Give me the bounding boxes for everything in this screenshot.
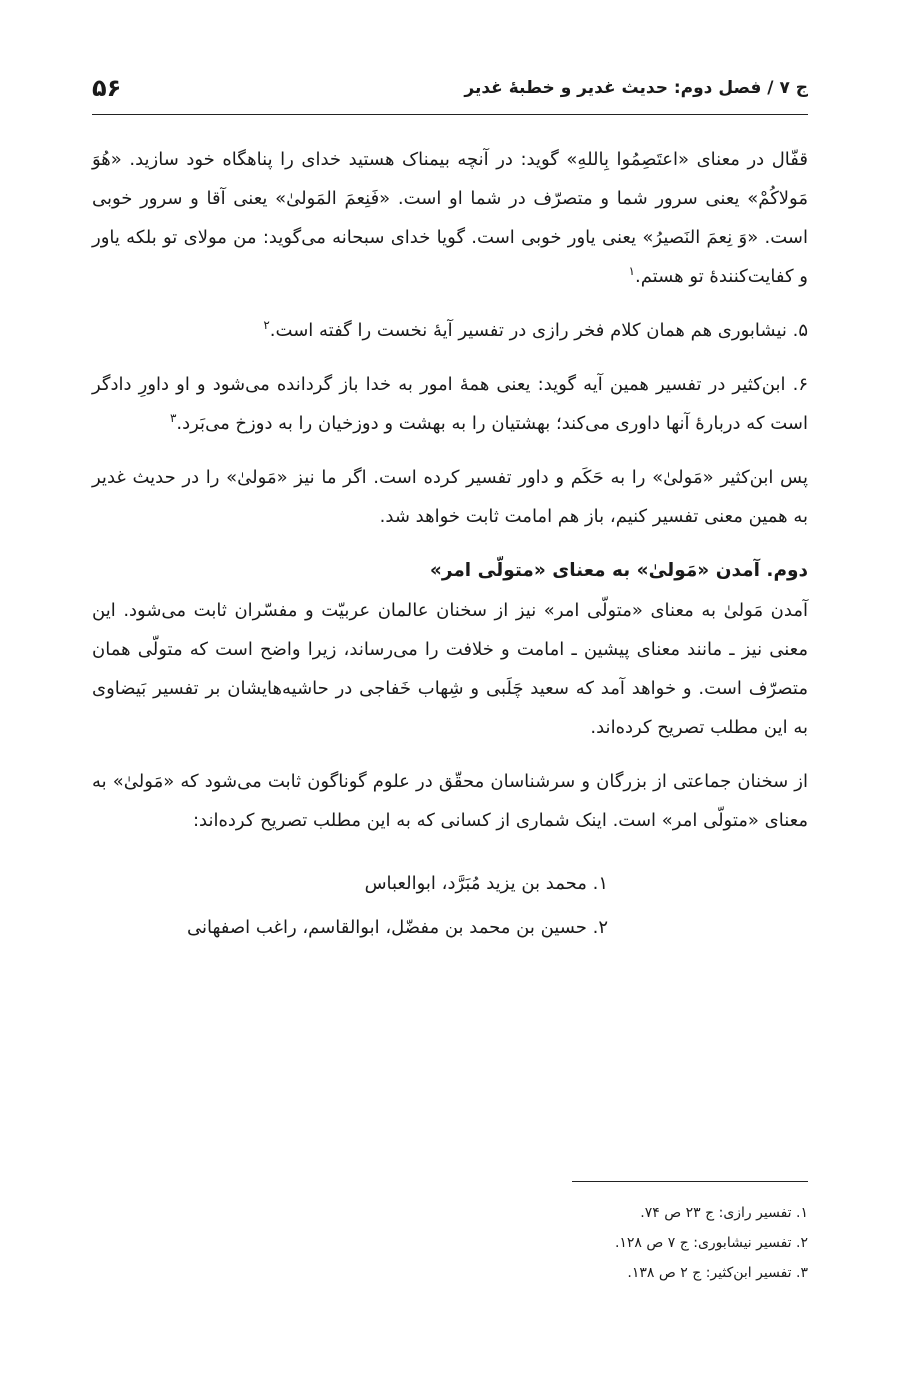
paragraph-conclusion: پس ابن‌کثیر «مَولیٰ» را به حَکَم و داور تفسیر کرده است. اگر ما نیز «مَولیٰ» را در حدیث غدیر به همین معنی تفسیر کنیم، باز هم امامت ثابت خواهد شد. [92,467,808,527]
footnote-ref: ۱ [628,264,635,278]
list-item: ۲. حسین بن محمد بن مفضّل، ابوالقاسم، راغب اصفهانی [186,917,608,938]
paragraph-neyshaburi: ۵. نیشابوری هم همان کلام فخر رازی در تفسیر آیهٔ نخست را گفته است.$^۲$ [263,318,808,341]
paragraph-qaffal: قفّال در معنای «اعتَصِمُوا بِاللهِ» گوید: در آنچه بیمناک هستید خدای را پناهگاه خود سازید. «هُوَ مَولاکُمْ» یعنی سرور شما و متصرّف در شما او است. «فَنِعمَ المَولیٰ» یعنی آقا و سرور خوبی است. «وَ نِعمَ النَصیرُ» یعنی یاور خوبی است. گویا خدای سبحانه می‌گوید: من مولای تو بلکه یاور و کفایت‌کنندهٔ تو هستم.$^۱$ [92,149,808,287]
footnotes [92,1198,808,1288]
section-heading: دوم. آمدن «مَولیٰ» به معنای «متولّی امر» [429,560,808,581]
section-paragraph: آمدن مَولیٰ به معنای «متولّی امر» نیز از سخنان عالمان عربیّت و مفسّران ثابت می‌شود. این معنی نیز ـ مانند معنای پیشین ـ امامت و خلافت را می‌رساند، زیرا واضح است که متولّی همان متصرّف است. و خواهد آمد که سعید چَلَبی و شِهاب خَفاجی در حاشیه‌هایشان بر تفسیر بَیضاوی به این مطلب تصریح کرده‌اند. [92,600,808,738]
paragraph-ibn-kathir: ۶. ابن‌کثیر در تفسیر همین آیه گوید: یعنی همهٔ امور به خدا باز گردانده می‌شود و او داورِ دادگر است که دربارهٔ آنها داوری می‌کند؛ بهشتیان را به بهشت و دوزخیان را به دوزخ می‌بَرد.$^۳$ [92,374,808,434]
page-number: ۵۶ [92,74,122,102]
page-body [92,140,808,950]
footnote: ۱. تفسیر رازی: ج ۲۳ ص ۷۴. [640,1205,808,1221]
section-paragraph: از سخنان جماعتی از بزرگان و سرشناسان محقّق در علوم گوناگون ثابت می‌شود که «مَولیٰ» به معنای «متولّی امر» است. اینک شماری از کسانی که به این مطلب تصریح کرده‌اند: [92,771,808,831]
footnote-ref: ۳ [169,411,177,425]
footnote-divider [572,1181,808,1182]
footnote: ۲. تفسیر نیشابوری: ج ۷ ص ۱۲۸. [614,1235,808,1251]
scholar-list [92,862,808,950]
book-page [92,0,808,1390]
page-header [92,70,808,115]
list-item: ۱. محمد بن یزید مُبَرَّد، ابوالعباس [364,873,608,894]
footnote-ref: ۲ [263,318,270,332]
footnote: ۳. تفسیر ابن‌کثیر: ج ۲ ص ۱۳۸. [627,1265,808,1281]
running-title: ج ۷ / فصل دوم: حدیث غدیر و خطبهٔ غدیر [464,78,808,98]
